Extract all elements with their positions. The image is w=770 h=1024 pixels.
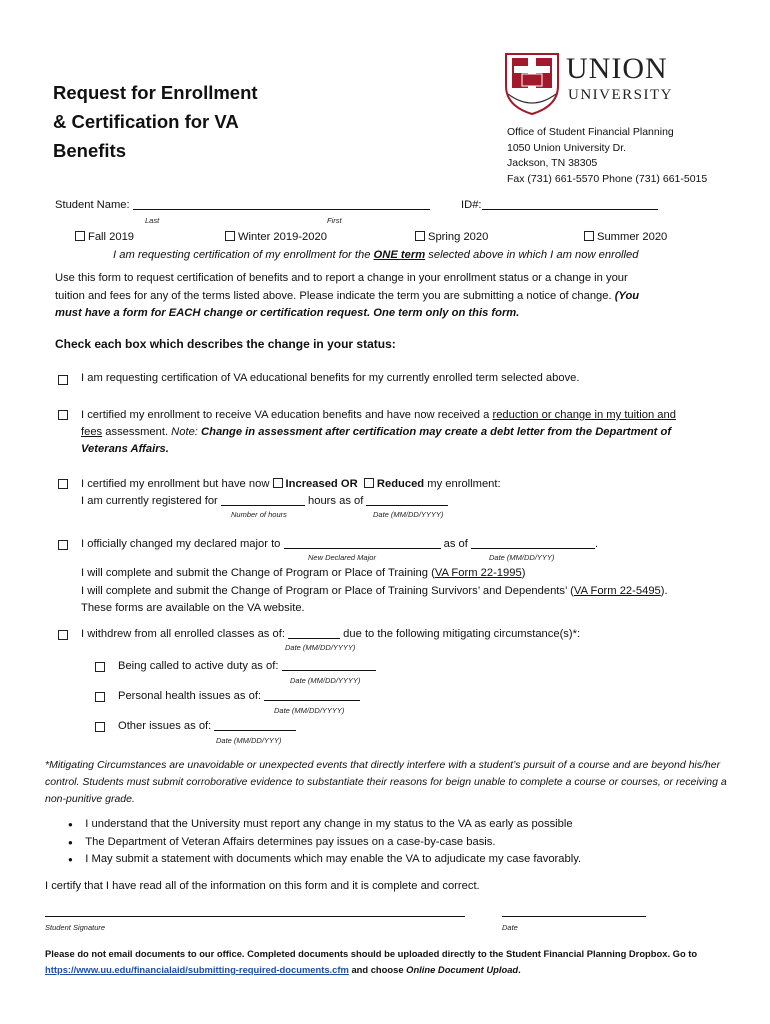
intro-line-1: Use this form to request certification of benefits and to report a change in your enrollment status or a change in your xyxy=(55,272,628,284)
other-row xyxy=(118,719,296,732)
mitigating-note xyxy=(45,757,727,808)
student-name-label: Student Name: xyxy=(55,199,133,211)
signature-caption: Student Signature xyxy=(45,923,106,932)
student-name-field[interactable] xyxy=(133,198,430,210)
number-of-hours-caption: Number of hours xyxy=(231,510,287,519)
new-major-caption: New Declared Major xyxy=(308,553,376,562)
term-label: Summer 2020 xyxy=(597,231,668,243)
office-street: 1050 Union University Dr. xyxy=(507,141,627,154)
signature-field[interactable] xyxy=(45,916,465,917)
survivors-post: ). xyxy=(660,584,668,597)
hours-pre: I certified my enrollment but have now xyxy=(81,478,273,490)
signature-date-field[interactable] xyxy=(502,916,646,917)
item-reduction-text xyxy=(81,407,676,458)
term-note-pre: I am requesting certification of my enrollment for the xyxy=(113,249,374,261)
list-item xyxy=(68,834,581,852)
student-id-field[interactable] xyxy=(482,198,658,210)
active-duty-label: Being called to active duty as of: xyxy=(118,660,282,672)
list-item xyxy=(68,816,581,834)
active-duty-date-field[interactable] xyxy=(282,659,376,671)
intro-paragraph xyxy=(55,270,639,323)
student-name-row xyxy=(55,198,430,211)
checkbox-withdrawal[interactable] xyxy=(58,630,68,640)
office-address xyxy=(507,125,707,187)
list-item-text: I May submit a statement with documents which may enable the VA to adjudicate my case favorably. xyxy=(85,853,582,865)
signature-date-caption: Date xyxy=(502,923,518,932)
intro-line-3: must have a form for EACH change or certification request. One term only on this form. xyxy=(55,307,520,319)
withdraw-date-field[interactable] xyxy=(288,627,340,639)
other-label: Other issues as of: xyxy=(118,720,215,732)
footer-choice: Online Document Upload xyxy=(406,964,519,975)
first-caption: First xyxy=(327,216,342,225)
checkbox-reduction[interactable] xyxy=(58,410,68,420)
term-spring-2020[interactable] xyxy=(415,231,488,243)
new-major-field[interactable] xyxy=(284,537,441,549)
health-date-field[interactable] xyxy=(264,689,360,701)
check-heading: Check each box which describes the change in your status: xyxy=(55,337,396,351)
footer-mid: and choose xyxy=(348,964,407,975)
checkbox-other[interactable] xyxy=(95,722,105,732)
term-label: Fall 2019 xyxy=(88,231,135,243)
footer-instructions xyxy=(45,946,697,978)
office-contact: Fax (731) 661-5570 Phone (731) 661-5015 xyxy=(507,172,708,185)
reduction-fees: fees xyxy=(81,426,103,438)
reduction-pre: I certified my enrollment to receive VA education benefits and have now received a xyxy=(81,409,493,421)
term-note xyxy=(113,249,638,261)
student-id-row xyxy=(461,198,658,211)
certification-statement: I certify that I have read all of the information on this form and it is complete and correct. xyxy=(45,880,480,892)
university-logo xyxy=(500,50,700,120)
hours-date-field[interactable] xyxy=(366,494,448,506)
item-certification-text: I am requesting certification of VA educational benefits for my currently enrolled term selected above. xyxy=(81,372,580,384)
major-pre: I officially changed my declared major to xyxy=(81,538,284,550)
note-label: Note: xyxy=(171,426,202,438)
program-change-lines xyxy=(81,565,668,618)
forms-available: These forms are available on the VA website. xyxy=(81,602,305,614)
withdraw-pre: I withdrew from all enrolled classes as of: xyxy=(81,628,289,640)
reduced-label: Reduced xyxy=(376,478,425,490)
shield-crest-icon xyxy=(500,50,564,116)
term-label: Winter 2019-2020 xyxy=(238,231,327,243)
term-label: Spring 2020 xyxy=(428,231,489,243)
student-id-label: ID#: xyxy=(461,199,482,211)
bullet-icon: ● xyxy=(68,837,73,847)
upload-link[interactable]: https://www.uu.edu/financialaid/submitting-required-documents.cfm xyxy=(45,964,349,975)
health-row xyxy=(118,689,360,702)
title-line-2: & Certification for VA xyxy=(53,111,239,132)
item-hours-text xyxy=(81,476,501,510)
acknowledgment-list xyxy=(68,816,581,869)
increased-label: Increased OR xyxy=(285,478,358,490)
page-title xyxy=(53,78,258,165)
reduction-mid: assessment. xyxy=(102,426,172,438)
logo-university-text: UNIVERSITY xyxy=(568,87,673,103)
health-label: Personal health issues as of: xyxy=(118,690,265,702)
term-note-post: selected above in which I am now enrolled xyxy=(425,249,639,261)
registered-pre: I am currently registered for xyxy=(81,495,221,507)
major-date-field[interactable] xyxy=(471,537,595,549)
checkbox-hours-change[interactable] xyxy=(58,479,68,489)
va-form-22-1995-link[interactable]: VA Form 22-1995 xyxy=(434,567,522,579)
checkbox-winter[interactable] xyxy=(225,231,235,241)
mitigating-line-2: control. Students must submit corroborative evidence to substantiate their reasons for beign unable to complete a course or courses, or receiving a xyxy=(45,776,727,788)
program-post: ) xyxy=(521,567,526,579)
hours-field[interactable] xyxy=(221,494,305,506)
term-fall-2019[interactable] xyxy=(75,231,134,243)
checkbox-health[interactable] xyxy=(95,692,105,702)
bullet-icon: ● xyxy=(68,820,73,829)
footer-end: . xyxy=(518,964,521,975)
checkbox-spring[interactable] xyxy=(415,231,425,241)
active-duty-row xyxy=(118,659,376,672)
withdraw-post: due to the following mitigating circumstance(s)*: xyxy=(340,628,581,640)
withdraw-date-caption: Date (MM/DD/YYYY) xyxy=(285,643,356,652)
checkbox-increased[interactable] xyxy=(273,478,283,488)
other-date-field[interactable] xyxy=(214,719,296,731)
title-line-1: Request for Enrollment xyxy=(53,82,258,103)
active-duty-date-caption: Date (MM/DD/YYYY) xyxy=(290,676,361,685)
program-pre: I will complete and submit the Change of Program or Place of Training ( xyxy=(81,567,435,579)
checkbox-summer[interactable] xyxy=(584,231,594,241)
major-date-caption: Date (MM/DD/YYY) xyxy=(489,553,555,562)
office-city: Jackson, TN 38305 xyxy=(507,157,598,169)
hours-date-caption: Date (MM/DD/YYYY) xyxy=(373,510,444,519)
office-name: Office of Student Financial Planning xyxy=(507,126,674,138)
title-line-3: Benefits xyxy=(53,140,126,161)
last-caption: Last xyxy=(145,216,160,225)
checkbox-certification[interactable] xyxy=(58,375,68,385)
checkbox-reduced[interactable] xyxy=(364,478,374,488)
footer-line-1: Please do not email documents to our office. Completed documents should be uploaded directly to the Student Financial Planning Dropbox. Go to xyxy=(45,948,698,959)
term-winter-2019-2020[interactable] xyxy=(225,231,327,243)
survivors-pre: I will complete and submit the Change of Program or Place of Training Survivors’ and Dependents’ ( xyxy=(81,584,574,597)
intro-line-2: tuition and fees for any of the terms listed above. Please indicate the term you are submitting a notice of change. xyxy=(55,289,615,302)
health-date-caption: Date (MM/DD/YYYY) xyxy=(274,706,345,715)
reduction-underlined: reduction or change in my tuition and xyxy=(492,409,676,421)
mitigating-line-3: non-punitive grade. xyxy=(45,793,135,805)
hours-post: my enrollment: xyxy=(424,478,501,490)
checkbox-major-change[interactable] xyxy=(58,540,68,550)
list-item-text: The Department of Veteran Affairs determines pay issues on a case-by-case basis. xyxy=(85,835,496,848)
reduction-note-2: Veterans Affairs. xyxy=(81,443,169,455)
logo-union-text: UNION xyxy=(566,52,668,85)
term-summer-2020[interactable] xyxy=(584,231,667,243)
list-item xyxy=(68,851,581,869)
va-form-22-5495-link[interactable]: VA Form 22-5495 xyxy=(573,584,661,597)
intro-line-2-bold: (You xyxy=(614,289,640,302)
list-item-text: I understand that the University must report any change in my status to the VA as early as possible xyxy=(85,818,573,830)
registered-mid: hours as of xyxy=(304,495,367,507)
checkbox-active-duty[interactable] xyxy=(95,662,105,672)
term-note-emph: ONE term xyxy=(373,249,426,261)
major-mid: as of xyxy=(440,538,471,550)
other-date-caption: Date (MM/DD/YYY) xyxy=(216,736,282,745)
checkbox-fall-2019[interactable] xyxy=(75,231,85,241)
reduction-note: Change in assessment after certification may create a debt letter from the Department of xyxy=(201,426,672,438)
item-withdrawal-text xyxy=(81,627,580,640)
item-major-text: I officially changed my declared major to as of . xyxy=(81,538,599,550)
mitigating-line-1: *Mitigating Circumstances are unavoidable or unexpected events that directly interfere with a student’s pursuit of a course and are beyond his/her xyxy=(45,759,721,771)
bullet-icon: ● xyxy=(68,855,73,864)
